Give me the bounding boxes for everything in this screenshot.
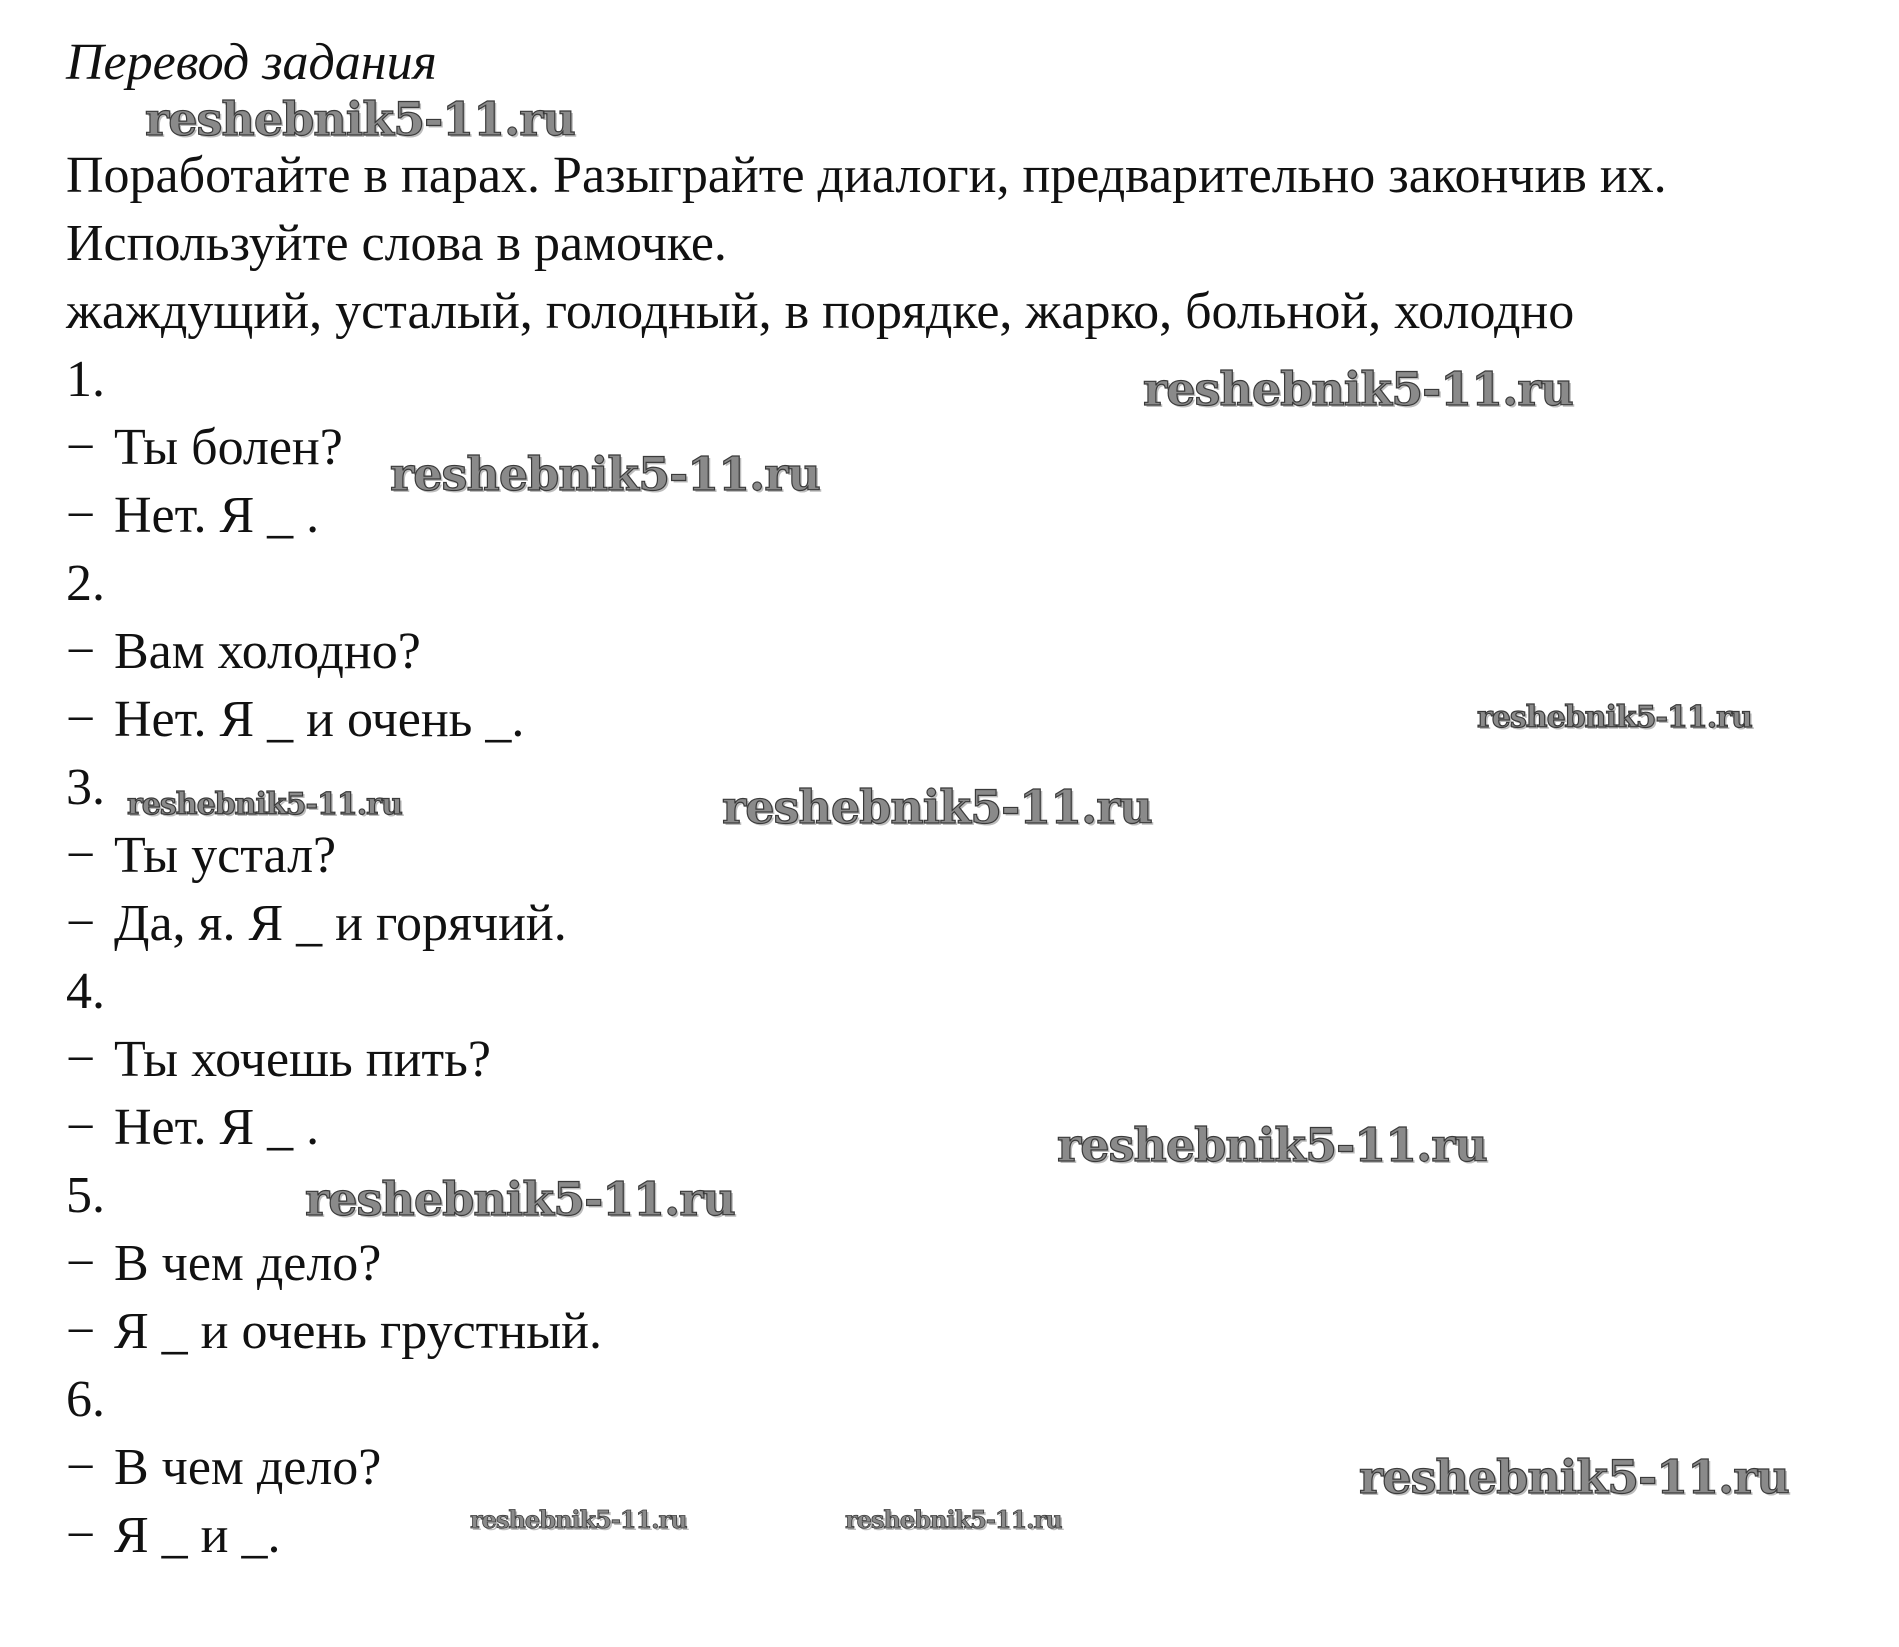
dialogue-line	[66, 1094, 1886, 1162]
task-heading: Перевод задания	[66, 34, 437, 91]
watermark: reshebnik5-11.ru	[1477, 700, 1752, 735]
dash-mark: −	[66, 1099, 96, 1156]
watermark: reshebnik5-11.ru	[845, 1505, 1062, 1534]
dialogue-line	[66, 414, 1886, 482]
dialogue-text: Ты болен?	[114, 419, 343, 476]
watermark: reshebnik5-11.ru	[305, 1172, 735, 1226]
dash-mark: −	[66, 419, 96, 476]
dialogue-text: Я _ и _.	[114, 1507, 281, 1564]
dialogue-line	[66, 1026, 1886, 1094]
dialogue-line	[66, 1298, 1886, 1366]
watermark: reshebnik5-11.ru	[470, 1505, 687, 1534]
dash-mark: −	[66, 691, 96, 748]
instruction-line: Поработайте в парах. Разыграйте диалоги, предварительно закончив их.	[66, 147, 1667, 204]
dialogue-text: Нет. Я _ .	[114, 487, 320, 544]
watermark: reshebnik5-11.ru	[722, 780, 1152, 834]
dialogue-line	[66, 1230, 1886, 1298]
dialogue-text: Ты устал?	[114, 827, 337, 884]
watermark: reshebnik5-11.ru	[127, 787, 402, 822]
dash-mark: −	[66, 1507, 96, 1564]
dialogue-number: 5.	[66, 1167, 105, 1224]
dialogue-number: 2.	[66, 555, 105, 612]
dialogue-text: Нет. Я _ и очень _.	[114, 691, 525, 748]
dash-mark: −	[66, 1031, 96, 1088]
dash-mark: −	[66, 1235, 96, 1292]
instruction-line: Используйте слова в рамочке.	[66, 215, 727, 272]
dash-mark: −	[66, 487, 96, 544]
dash-mark: −	[66, 827, 96, 884]
watermark: reshebnik5-11.ru	[1057, 1118, 1487, 1172]
watermark: reshebnik5-11.ru	[390, 447, 820, 501]
watermark: reshebnik5-11.ru	[145, 92, 575, 146]
watermark: reshebnik5-11.ru	[1143, 362, 1573, 416]
dialogue-text: Я _ и очень грустный.	[114, 1303, 602, 1360]
dialogue-number: 1.	[66, 351, 105, 408]
word-box-list: жаждущий, усталый, голодный, в порядке, жарко, больной, холодно	[66, 283, 1575, 340]
dialogue-number: 3.	[66, 759, 105, 816]
dialogue-text: Нет. Я _ .	[114, 1099, 320, 1156]
dialogue-line	[66, 890, 1886, 958]
dash-mark: −	[66, 1439, 96, 1496]
dialogue-line	[66, 618, 1886, 686]
dash-mark: −	[66, 1303, 96, 1360]
dash-mark: −	[66, 895, 96, 952]
watermark: reshebnik5-11.ru	[1359, 1450, 1789, 1504]
dialogue-number: 6.	[66, 1371, 105, 1428]
dialogue-line	[66, 482, 1886, 550]
dialogue-text: Ты хочешь пить?	[114, 1031, 491, 1088]
dialogue-number: 4.	[66, 963, 105, 1020]
dash-mark: −	[66, 623, 96, 680]
dialogue-text: В чем дело?	[114, 1235, 382, 1292]
dialogue-text: В чем дело?	[114, 1439, 382, 1496]
dialogue-text: Да, я. Я _ и горячий.	[114, 895, 567, 952]
dialogue-text: Вам холодно?	[114, 623, 421, 680]
